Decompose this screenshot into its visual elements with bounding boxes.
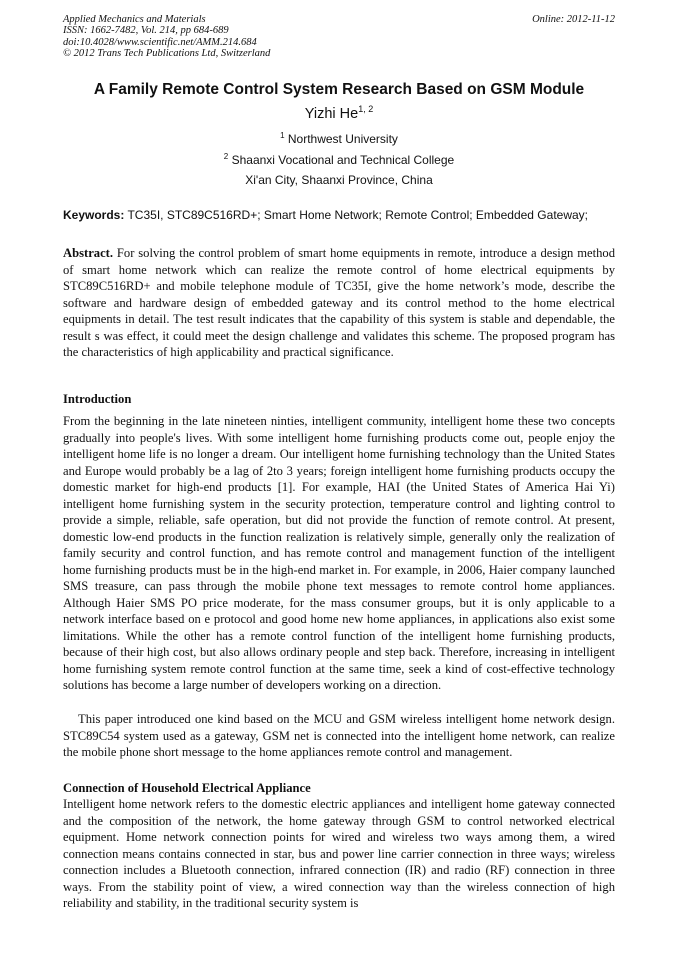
journal-header [63, 14, 615, 60]
section-heading-connection: Connection of Household Electrical Appliance [63, 781, 311, 795]
keywords-line [63, 208, 623, 222]
affiliation-text: Shaanxi Vocational and Technical College [231, 153, 455, 167]
affiliation-text: Northwest University [287, 132, 398, 146]
doi-line[interactable]: doi:10.4028/www.scientific.net/AMM.214.684 [63, 36, 257, 48]
author-line [0, 104, 678, 122]
keywords-text: TC35I, STC89C516RD+; Smart Home Network; Remote Control; Embedded Gateway; [124, 208, 588, 222]
online-date: Online: 2012-11-12 [532, 14, 615, 25]
introduction-paragraph-2: This paper introduced one kind based on the MCU and GSM wireless intelligent home network design. STC89C54 system used as a gateway, GSM net is connected into the intelligent home network, can realize the mobile phone short message to the home appliances remote control and management. [63, 712, 615, 759]
affiliation-2 [0, 152, 678, 167]
paper-title: A Family Remote Control System Research Based on GSM Module [93, 81, 585, 98]
abstract [63, 245, 615, 361]
author-name: Yizhi He [304, 106, 359, 122]
affiliation-text: Xi'an City, Shaanxi Province, China [245, 173, 433, 187]
author-sup: 1, 2 [358, 104, 374, 114]
affiliation-sup: 2 [223, 152, 229, 161]
issn-line: ISSN: 1662-7482, Vol. 214, pp 684-689 [63, 25, 229, 37]
journal-name: Applied Mechanics and Materials [63, 14, 206, 25]
abstract-label: Abstract. [63, 246, 114, 260]
keywords-label: Keywords: [63, 208, 125, 222]
abstract-text: For solving the control problem of smart home equipments in remote, introduce a design method of smart home network which can realize the remote control of home electrical equipments by STC89C516RD+ and mobile telephone module of TC35I, give the home network’s mode, describe the software and hardware design of embedded gateway and its control method to the home electrical equipments in detail. The test result indicates that the capability of this system is stable and dependable, the result s was effect, it could meet the design challenge and validates this scheme. The proposed program has the characteristics of high applicability and practical significance. [63, 246, 615, 359]
copyright-line: © 2012 Trans Tech Publications Ltd, Switzerland [63, 48, 271, 60]
connection-paragraph-1: Intelligent home network refers to the domestic electric appliances and intelligent home gateway connected and the composition of the network, the home gateway through GSM to control networked electrical equipment. Home network connection points for wired and wireless two ways among them, a wired connection means contains connected in star, bus and power line carrier connection in three ways; wireless connection includes a Bluetooth connection, infrared connection (IR) and radio (RF) connection in three ways. From the stability point of view, a wired connection way than the wireless connection of high reliability and stability, in the traditional security system is [63, 797, 615, 910]
affiliation-3 [0, 173, 678, 187]
introduction-paragraph-1: From the beginning in the late nineteen ninties, intelligent community, intelligent home these two concepts gradually into people's lives. With some intelligent home furnishing products come out, people enjoy the intelligent home life is no longer a dream. Our intelligent home furnishing technology than the United States and Europe would probably be a lag of 2to 3 years; foreign intelligent home furnishing products occupy the domestic market for high-end products [1]. For example, HAI (the United States of America Hai Yi) intelligent home furnishing system in the security protection, temperature control and lighting control to provide a simple, reliable, safe operation, but did not provide the function of remote control. At present, domestic low-end products in the function realization is relatively simple, generally only the realization of family security and control function, and has remote control and management function of the intelligent home furnishing products must be in the high-end market in. For example, in 2006, Haier company launched SMS treasure, can pass through the mobile phone text messages to remote control home appliances. Although Haier SMS PO price moderate, for the mass consumer groups, but it is only applicable to a network interface based on e protocol and good home new home appliances, in applications also exist some limitations. While the other has a remote control function of the intelligent home furnishing products, because of their high cost, but also allows ordinary people and step back. Therefore, increasing in intelligent home furnishing system remote control function at the same time, seek a kind of cost-effective technology solutions has become a large number of developers working on a direction. [63, 414, 615, 692]
affiliation-sup: 1 [280, 131, 285, 140]
section-heading-introduction: Introduction [63, 392, 132, 406]
affiliation-1 [0, 131, 678, 146]
